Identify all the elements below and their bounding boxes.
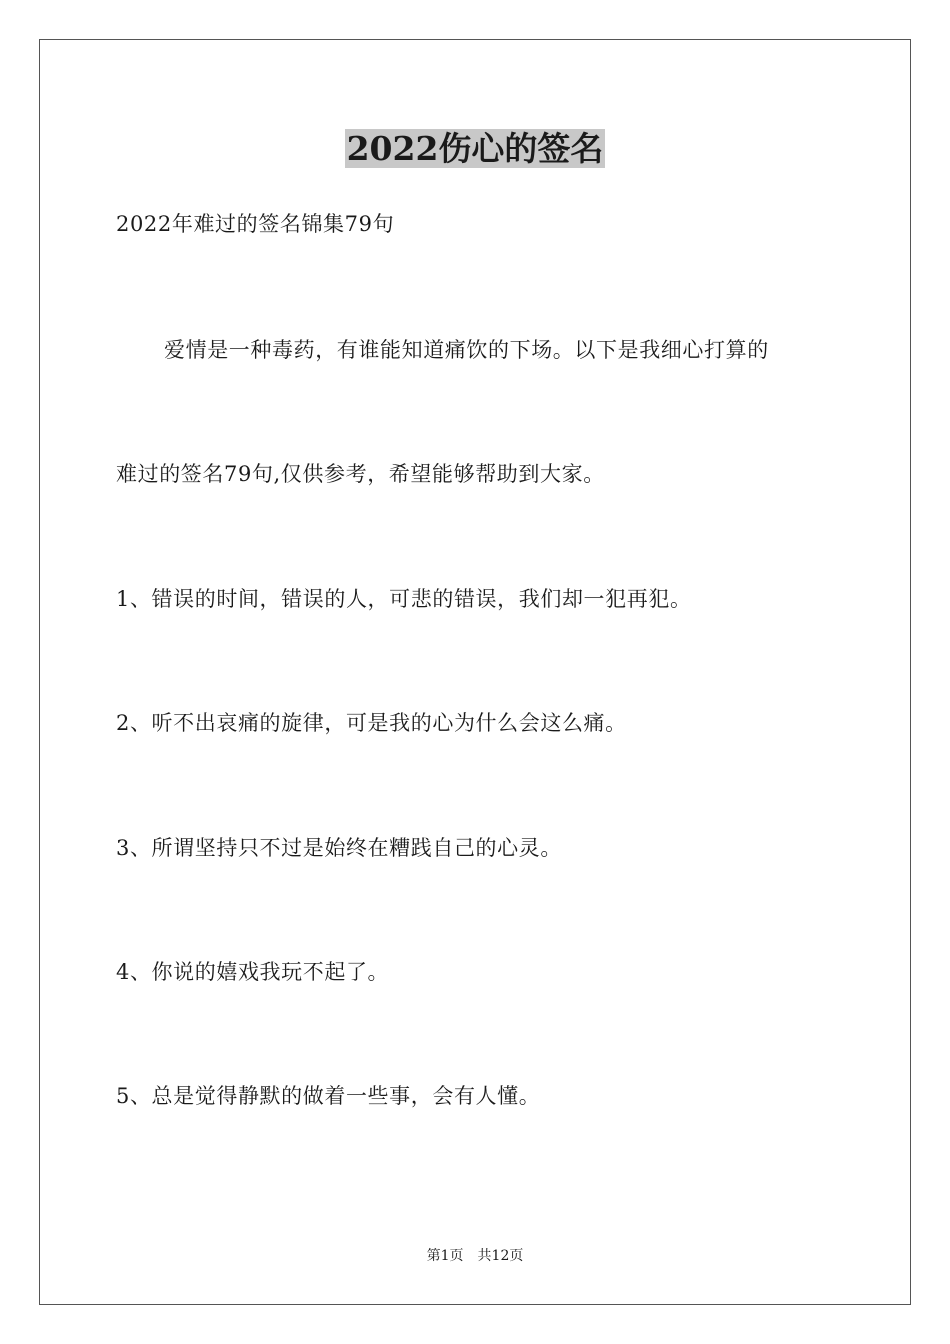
page-number: 第1页 <box>426 1248 464 1264</box>
list-item: 5、总是觉得静默的做着一些事，会有人懂。 <box>116 1084 541 1108</box>
list-item: 4、你说的嬉戏我玩不起了。 <box>116 960 390 984</box>
intro-paragraph-line-2: 难过的签名79句,仅供参考，希望能够帮助到大家。 <box>116 462 605 486</box>
list-item: 1、错误的时间，错误的人，可悲的错误，我们却一犯再犯。 <box>116 587 692 611</box>
page-footer <box>0 1246 950 1266</box>
list-item: 3、所谓坚持只不过是始终在糟践自己的心灵。 <box>116 836 562 860</box>
document-subtitle: 2022年难过的签名锦集79句 <box>116 212 395 236</box>
document-title-text: 2022伤心的签名 <box>346 129 604 168</box>
document-title <box>0 126 950 172</box>
page-total: 共12页 <box>477 1248 524 1264</box>
list-item: 2、听不出哀痛的旋律，可是我的心为什么会这么痛。 <box>116 711 627 735</box>
intro-paragraph-line-1: 爱情是一种毒药，有谁能知道痛饮的下场。以下是我细心打算的 <box>164 338 769 362</box>
